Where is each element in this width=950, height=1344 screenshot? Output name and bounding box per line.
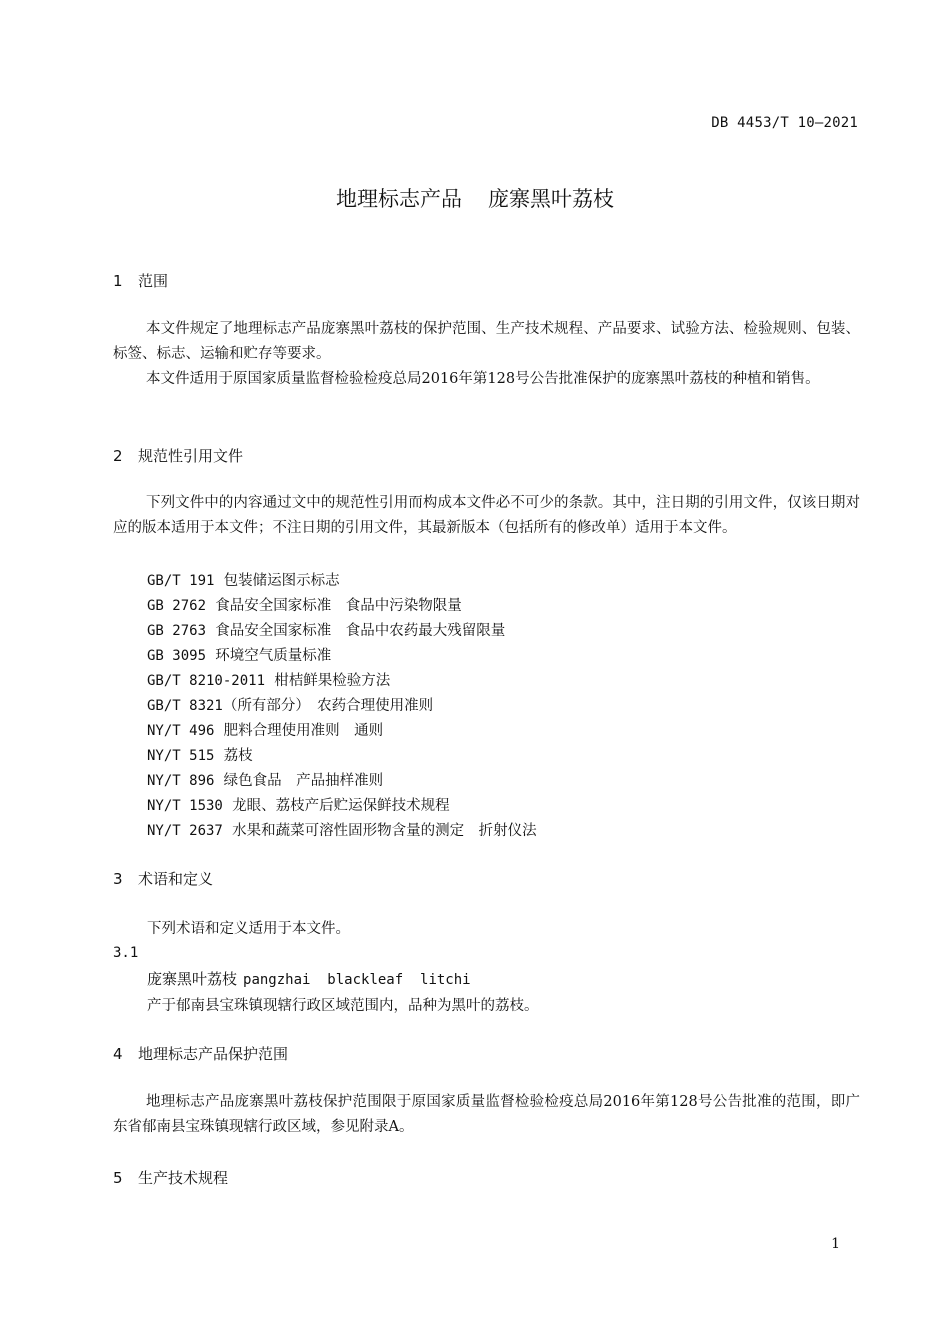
reference-item: NY/T 496 肥料合理使用准则 通则 — [147, 723, 384, 739]
reference-item: GB/T 191 包装储运图示标志 — [147, 573, 340, 589]
section-2-paragraph-1: 下列文件中的内容通过文中的规范性引用而构成本文件必不可少的条款。其中，注日期的引用文件，仅该日期对应的版本适用于本文件；不注日期的引用文件，其最新版本（包括所有的修改单）适用于本文件。 — [113, 495, 860, 536]
reference-item: NY/T 515 荔枝 — [147, 748, 253, 764]
reference-item: GB 2763 食品安全国家标准 食品中农药最大残留限量 — [147, 623, 506, 639]
reference-item: NY/T 896 绿色食品 产品抽样准则 — [147, 773, 384, 789]
page-number: 1 — [831, 1236, 840, 1252]
section-4-paragraph-1: 地理标志产品庞寨黑叶荔枝保护范围限于原国家质量监督检验检疫总局2016年第128号公告批准的范围，即广东省郁南县宝珠镇现辖行政区域，参见附录A。 — [113, 1094, 860, 1135]
section-3-paragraph-1: 下列术语和定义适用于本文件。 — [147, 921, 350, 937]
reference-item: GB 3095 环境空气质量标准 — [147, 648, 332, 664]
reference-item: NY/T 1530 龙眼、荔枝产后贮运保鲜技术规程 — [147, 798, 450, 814]
reference-item: GB/T 8210-2011 柑桔鲜果检验方法 — [147, 673, 391, 689]
reference-item: NY/T 2637 水果和蔬菜可溶性固形物含量的测定 折射仪法 — [147, 823, 537, 839]
section-5-heading: 5 生产技术规程 — [113, 1169, 229, 1187]
document-number: DB 4453/T 10—2021 — [711, 115, 858, 131]
title-part-1: 地理标志产品 — [336, 187, 462, 211]
document-title — [0, 183, 950, 213]
section-4-heading: 4 地理标志产品保护范围 — [113, 1045, 289, 1063]
term-number: 3.1 — [113, 945, 139, 961]
term-definition: 产于郁南县宝珠镇现辖行政区域范围内，品种为黑叶的荔枝。 — [147, 998, 539, 1014]
reference-item: GB/T 8321（所有部分） 农药合理使用准则 — [147, 698, 434, 714]
term-heading: 庞寨黑叶荔枝 pangzhai blackleaf litchi — [147, 970, 471, 988]
section-1-paragraph-2: 本文件适用于原国家质量监督检验检疫总局2016年第128号公告批准保护的庞寨黑叶荔枝的种植和销售。 — [146, 371, 820, 387]
section-1-heading: 1 范围 — [113, 272, 169, 290]
section-2-heading: 2 规范性引用文件 — [113, 447, 244, 465]
section-3-heading: 3 术语和定义 — [113, 870, 214, 888]
reference-item: GB 2762 食品安全国家标准 食品中污染物限量 — [147, 598, 462, 614]
section-1-paragraph-1: 本文件规定了地理标志产品庞寨黑叶荔枝的保护范围、生产技术规程、产品要求、试验方法、检验规则、包装、标签、标志、运输和贮存等要求。 — [113, 321, 860, 362]
title-part-2: 庞寨黑叶荔枝 — [488, 187, 614, 211]
